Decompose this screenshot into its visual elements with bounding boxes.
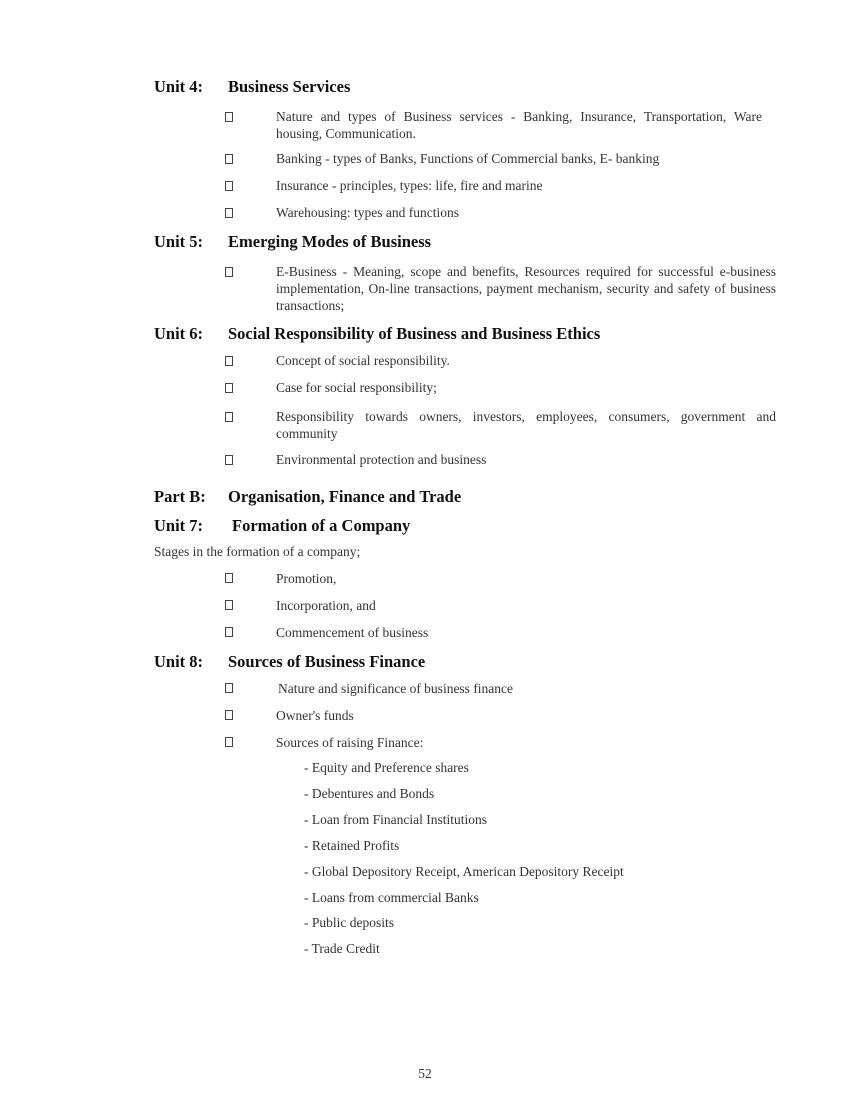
unit-title: Sources of Business Finance xyxy=(228,652,426,671)
unit-label: Unit 7: xyxy=(154,516,204,535)
list-item: Insurance - principles, types: life, fire and marine xyxy=(276,178,543,193)
unit-7-heading xyxy=(154,516,410,536)
sub-list-item: - Equity and Preference shares xyxy=(304,760,469,775)
bullet-box-icon xyxy=(225,573,233,583)
unit-label: Unit 8: xyxy=(154,652,204,671)
list-item: Nature and types of Business services - Banking, Insurance, Transportation, Ware housing, Communication. xyxy=(276,109,762,141)
bullet-box-icon xyxy=(225,208,233,218)
bullet-box-icon xyxy=(225,267,233,277)
part-label: Part B: xyxy=(154,487,206,506)
unit-title: Business Services xyxy=(228,77,351,96)
list-item: Concept of social responsibility. xyxy=(276,353,450,368)
unit-label: Unit 4: xyxy=(154,77,204,96)
bullet-box-icon xyxy=(225,737,233,747)
bullet-box-icon xyxy=(225,356,233,366)
unit-6-heading xyxy=(154,324,600,344)
unit-title: Social Responsibility of Business and Business Ethics xyxy=(228,324,601,343)
page-number: 52 xyxy=(418,1066,432,1081)
list-item: Promotion, xyxy=(276,571,337,586)
bullet-box-icon xyxy=(225,600,233,610)
list-item: Commencement of business xyxy=(276,625,429,640)
sub-list-item: - Retained Profits xyxy=(304,838,400,853)
unit-4-heading xyxy=(154,77,350,97)
list-item: Banking - types of Banks, Functions of Commercial banks, E- banking xyxy=(276,151,660,166)
unit-label: Unit 5: xyxy=(154,232,204,251)
bullet-box-icon xyxy=(225,627,233,637)
unit-8-heading xyxy=(154,652,425,672)
bullet-box-icon xyxy=(225,455,233,465)
section-intro: Stages in the formation of a company; xyxy=(154,544,361,559)
unit-label: Unit 6: xyxy=(154,324,204,343)
bullet-box-icon xyxy=(225,181,233,191)
list-item: Incorporation, and xyxy=(276,598,376,613)
sub-list-item: - Loan from Financial Institutions xyxy=(304,812,487,827)
bullet-box-icon xyxy=(225,154,233,164)
list-item: Environmental protection and business xyxy=(276,452,487,467)
unit-title: Formation of a Company xyxy=(232,516,411,535)
unit-5-heading xyxy=(154,232,431,252)
list-item: Nature and significance of business finance xyxy=(278,681,514,696)
list-item: Case for social responsibility; xyxy=(276,380,437,395)
sub-list-item: - Public deposits xyxy=(304,915,394,930)
part-b-heading xyxy=(154,487,461,507)
sub-list-item: - Trade Credit xyxy=(304,941,380,956)
sub-list-item: - Loans from commercial Banks xyxy=(304,890,479,905)
list-item: Owner's funds xyxy=(276,708,354,723)
sub-list-item: - Global Depository Receipt, American Depository Receipt xyxy=(304,864,624,879)
bullet-box-icon xyxy=(225,710,233,720)
sub-list-item: - Debentures and Bonds xyxy=(304,786,435,801)
list-item: Sources of raising Finance: xyxy=(276,735,424,750)
part-title: Organisation, Finance and Trade xyxy=(228,487,462,506)
bullet-box-icon xyxy=(225,412,233,422)
list-item: Warehousing: types and functions xyxy=(276,205,460,220)
list-item: Responsibility towards owners, investors, employees, consumers, government and community xyxy=(276,409,776,441)
unit-title: Emerging Modes of Business xyxy=(228,232,432,251)
bullet-box-icon xyxy=(225,112,233,122)
bullet-box-icon xyxy=(225,383,233,393)
list-item: E-Business - Meaning, scope and benefits, Resources required for successful e-business implementation, On-line transactions, payment mechanism, security and safety of business transactions; xyxy=(276,264,776,313)
bullet-box-icon xyxy=(225,683,233,693)
